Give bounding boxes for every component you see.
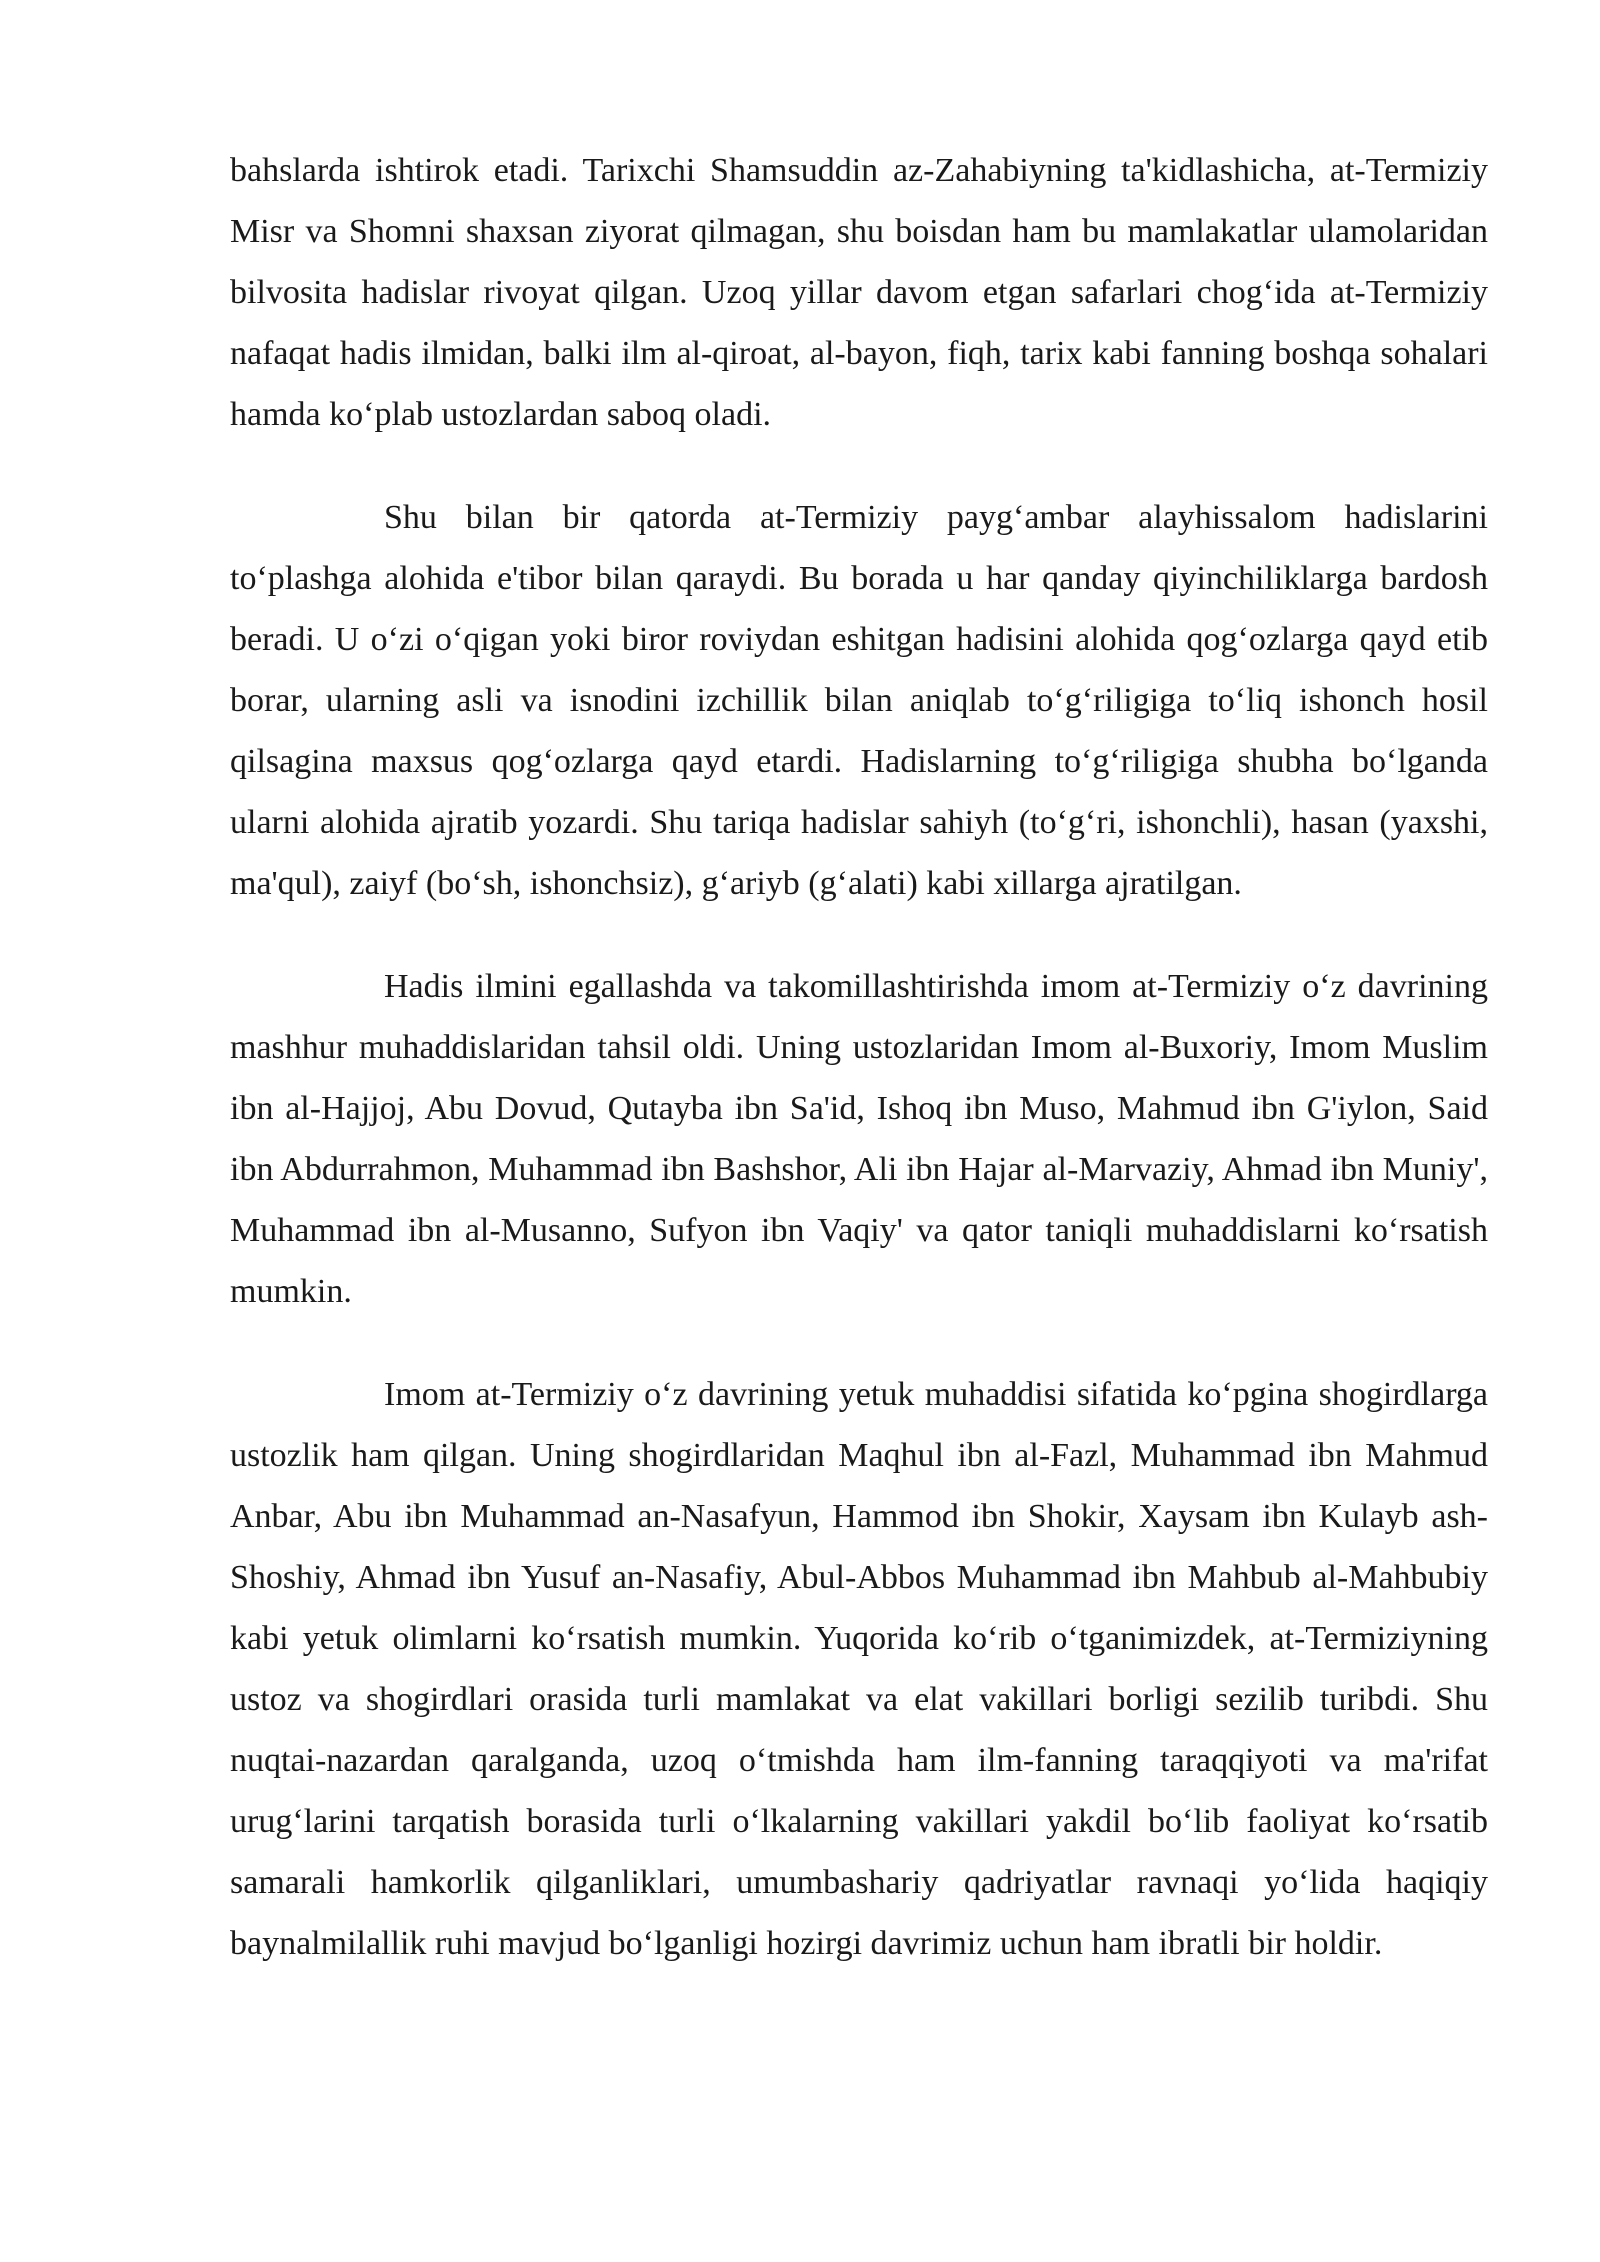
paragraph-4: Imom at-Termiziy o‘z davrining yetuk muhaddisi sifatida ko‘pgina shogirdlarga ustozlik ham qilgan. Uning shogirdlaridan Maqhul ibn al-Fazl, Muhammad ibn Mahmud Anbar, Abu ibn Muhammad an-Nasafyun, Hammod ibn Shokir, Xaysam ibn Kulayb ash-Shoshiy, Ahmad ibn Yusuf an-Nasafiy, Abul-Abbos Muhammad ibn Mahbub al-Mahbubiy kabi yetuk olimlarni ko‘rsatish mumkin. Yuqorida ko‘rib o‘tganimizdek, at-Termiziyning ustoz va shogirdlari orasida turli mamlakat va elat vakillari borligi sezilib turibdi. Shu nuqtai-nazardan qaralganda, uzoq o‘tmishda ham ilm-fanning taraqqiyoti va ma'rifat urug‘larini tarqatish borasida turli o‘lkalarning vakillari yakdil bo‘lib faoliyat ko‘rsatib samarali hamkorlik qilganliklari, umumbashariy qadriyatlar ravnaqi yo‘lida haqiqiy baynalmilallik ruhi mavjud bo‘lganligi hozirgi davrimiz uchun ham ibratli bir holdir.: [230, 1376, 1488, 1962]
paragraph-2: Shu bilan bir qatorda at-Termiziy payg‘ambar alayhissalom hadislarini to‘plashga alohida e'tibor bilan qaraydi. Bu borada u har qanday qiyinchiliklarga bardosh beradi. U o‘zi o‘qigan yoki biror roviydan eshitgan hadisini alohida qog‘ozlarga qayd etib borar, ularning asli va isnodini izchillik bilan aniqlab to‘g‘riligiga to‘liq ishonch hosil qilsagina maxsus qog‘ozlarga qayd etardi. Hadislarning to‘g‘riligiga shubha bo‘lganda ularni alohida ajratib yozardi. Shu tariqa hadislar sahiyh (to‘g‘ri, ishonchli), hasan (yaxshi, ma'qul), zaiyf (bo‘sh, ishonchsiz), g‘ariyb (g‘alati) kabi xillarga ajratilgan.: [230, 499, 1488, 902]
document-page: [230, 140, 1488, 2016]
paragraph-3: Hadis ilmini egallashda va takomillashtirishda imom at-Termiziy o‘z davrining mashhur muhaddislaridan tahsil oldi. Uning ustozlaridan Imom al-Buxoriy, Imom Muslim ibn al-Hajjoj, Abu Dovud, Qutayba ibn Sa'id, Ishoq ibn Muso, Mahmud ibn G'iylon, Said ibn Abdurrahmon, Muhammad ibn Bashshor, Ali ibn Hajar al-Marvaziy, Ahmad ibn Muniy', Muhammad ibn al-Musanno, Sufyon ibn Vaqiy' va qator taniqli muhaddislarni ko‘rsatish mumkin.: [230, 968, 1488, 1310]
paragraph-1: bahslarda ishtirok etadi. Tarixchi Shamsuddin az-Zahabiyning ta'kidlashicha, at-Termiziy Misr va Shomni shaxsan ziyorat qilmagan, shu boisdan ham bu mamlakatlar ulamolaridan bilvosita hadislar rivoyat qilgan. Uzoq yillar davom etgan safarlari chog‘ida at-Termiziy nafaqat hadis ilmidan, balki ilm al-qiroat, al-bayon, fiqh, tarix kabi fanning boshqa sohalari hamda ko‘plab ustozlardan saboq oladi.: [230, 152, 1488, 433]
